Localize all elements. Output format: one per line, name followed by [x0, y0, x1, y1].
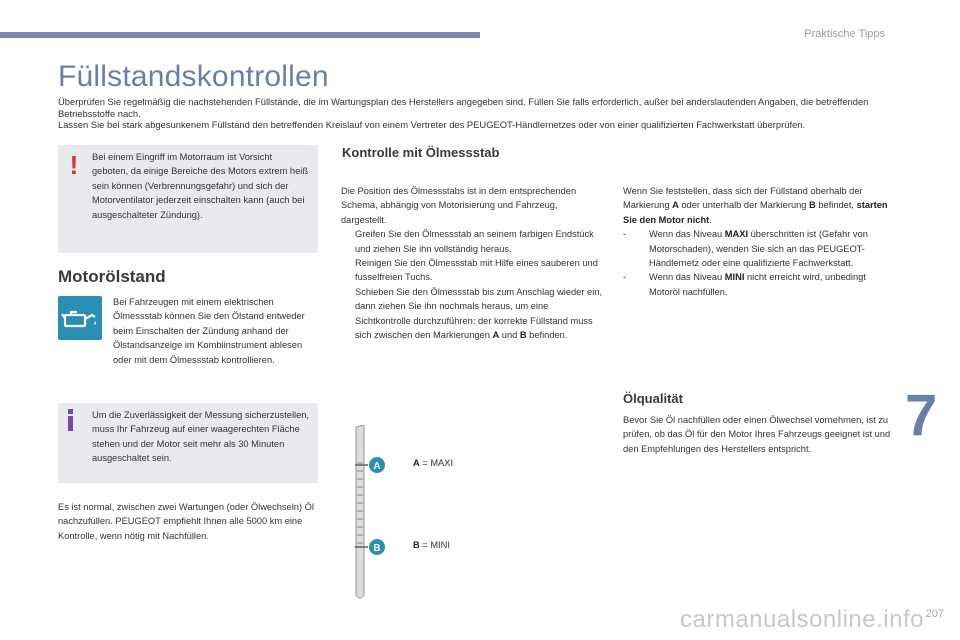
oil-quality-text: Bevor Sie Öl nachfüllen oder einen Ölwechsel vornehmen, ist zu prüfen, ob das Öl für den Motor Ihres Fahrzeugs geeignet ist und den Empfehlungen des Herstellers entspricht.: [623, 415, 891, 454]
page-title: Füllstandskontrollen: [58, 60, 329, 93]
intro-paragraph: Überprüfen Sie regelmäßig die nachstehenden Füllstände, die im Wartungsplan des Herstellers angegeben sind. Füllen Sie falls erforderlich, außer bei anderslautenden Angaben, die betreffenden Betriebsstoffe nach.: [58, 96, 869, 119]
section-label: Praktische Tipps: [804, 28, 885, 40]
refill-note: Es ist normal, zwischen zwei Wartungen (oder Ölwechseln) Öl nachzufüllen. PEUGEOT empfiehlt Ihnen alle 5000 km eine Kontrolle, wenn nötig mit Nachfüllen.: [58, 502, 314, 541]
svg-text:A: A: [373, 461, 381, 472]
dipstick-heading: Kontrolle mit Ölmessstab: [342, 145, 500, 160]
list-item: Reinigen Sie den Ölmessstab mit Hilfe eines sauberen und fusselfreien Tuchs.: [355, 258, 598, 283]
info-text: Um die Zuverlässigkeit der Messung sicherzustellen, muss Ihr Fahrzeug auf einer waagerechten Fläche stehen und der Motor seit mehr als 30 Minuten ausgeschaltet sein.: [92, 410, 310, 464]
list-item: - Wenn das Niveau MINI nicht erreicht wird, unbedingt Motoröl nachfüllen.: [623, 272, 866, 297]
watermark: carmanualsonline.info: [680, 606, 924, 633]
info-icon: [66, 409, 76, 431]
intro-paragraph: Lassen Sie bei stark abgesunkenem Füllstand den betreffenden Kreislauf von einem Vertreter des PEUGEOT-Händlernetzes oder von einer qualifizierten Fachwerkstatt überprüfen.: [58, 119, 806, 130]
motor-heading: Motorölstand: [58, 267, 166, 286]
procedure-intro: Die Position des Ölmessstabs ist in dem entsprechenden Schema, abhängig von Motorisierung und Fahrzeug, dargestellt.: [341, 186, 577, 225]
exclamation-icon: !: [69, 150, 79, 180]
dipstick-illustration: [350, 425, 392, 600]
list-item: - Wenn das Niveau MAXI überschritten ist (Gefahr von Motorschaden), wenden Sie sich an das PEUGEOT-Händlernetz oder eine qualifizierte Fachwerkstatt.: [623, 229, 868, 269]
label-mini: B = MINI: [413, 540, 450, 550]
dipstick-procedure: [341, 184, 603, 342]
level-intro: Wenn Sie feststellen, dass sich der Füllstand oberhalb der Markierung A oder unterhalb der Markierung B befindet, starten Sie den Motor nicht.: [623, 186, 888, 225]
motor-text: Bei Fahrzeugen mit einem elektrischen Ölmessstab können Sie den Ölstand entweder beim Einschalten der Zündung anhand der Ölstandsanzeige im Kombiinstrument ablesen oder mit dem Ölmessstab kontrollieren.: [113, 297, 305, 365]
warning-text: Bei einem Eingriff im Motorraum ist Vorsicht geboten, da einige Bereiche des Motors extrem heiß sein können (Verbrennungsgefahr) und sich der Motorventilator jederzeit einschalten kann (auch bei ausgeschalteter Zündung).: [92, 152, 309, 220]
svg-text:B: B: [373, 543, 381, 554]
oil-quality-heading: Ölqualität: [623, 391, 683, 406]
list-item: Schieben Sie den Ölmessstab bis zum Anschlag wieder ein, dann ziehen Sie ihn nochmals heraus, um eine Sichtkontrolle durchzuführen: der korrekte Füllstand muss sich zwischen den Markierungen A und B befinden.: [355, 286, 603, 341]
level-check-text: [623, 184, 891, 299]
list-item: Greifen Sie den Ölmessstab an seinem farbigen Endstück und ziehen Sie ihn vollständig heraus.: [355, 229, 594, 254]
chapter-number: 7: [905, 383, 938, 448]
intro-text: [58, 96, 898, 131]
oil-can-icon: [58, 296, 102, 340]
label-maxi: A = MAXI: [413, 458, 454, 468]
page-number: 207: [925, 608, 944, 620]
header-bar: [0, 32, 480, 38]
